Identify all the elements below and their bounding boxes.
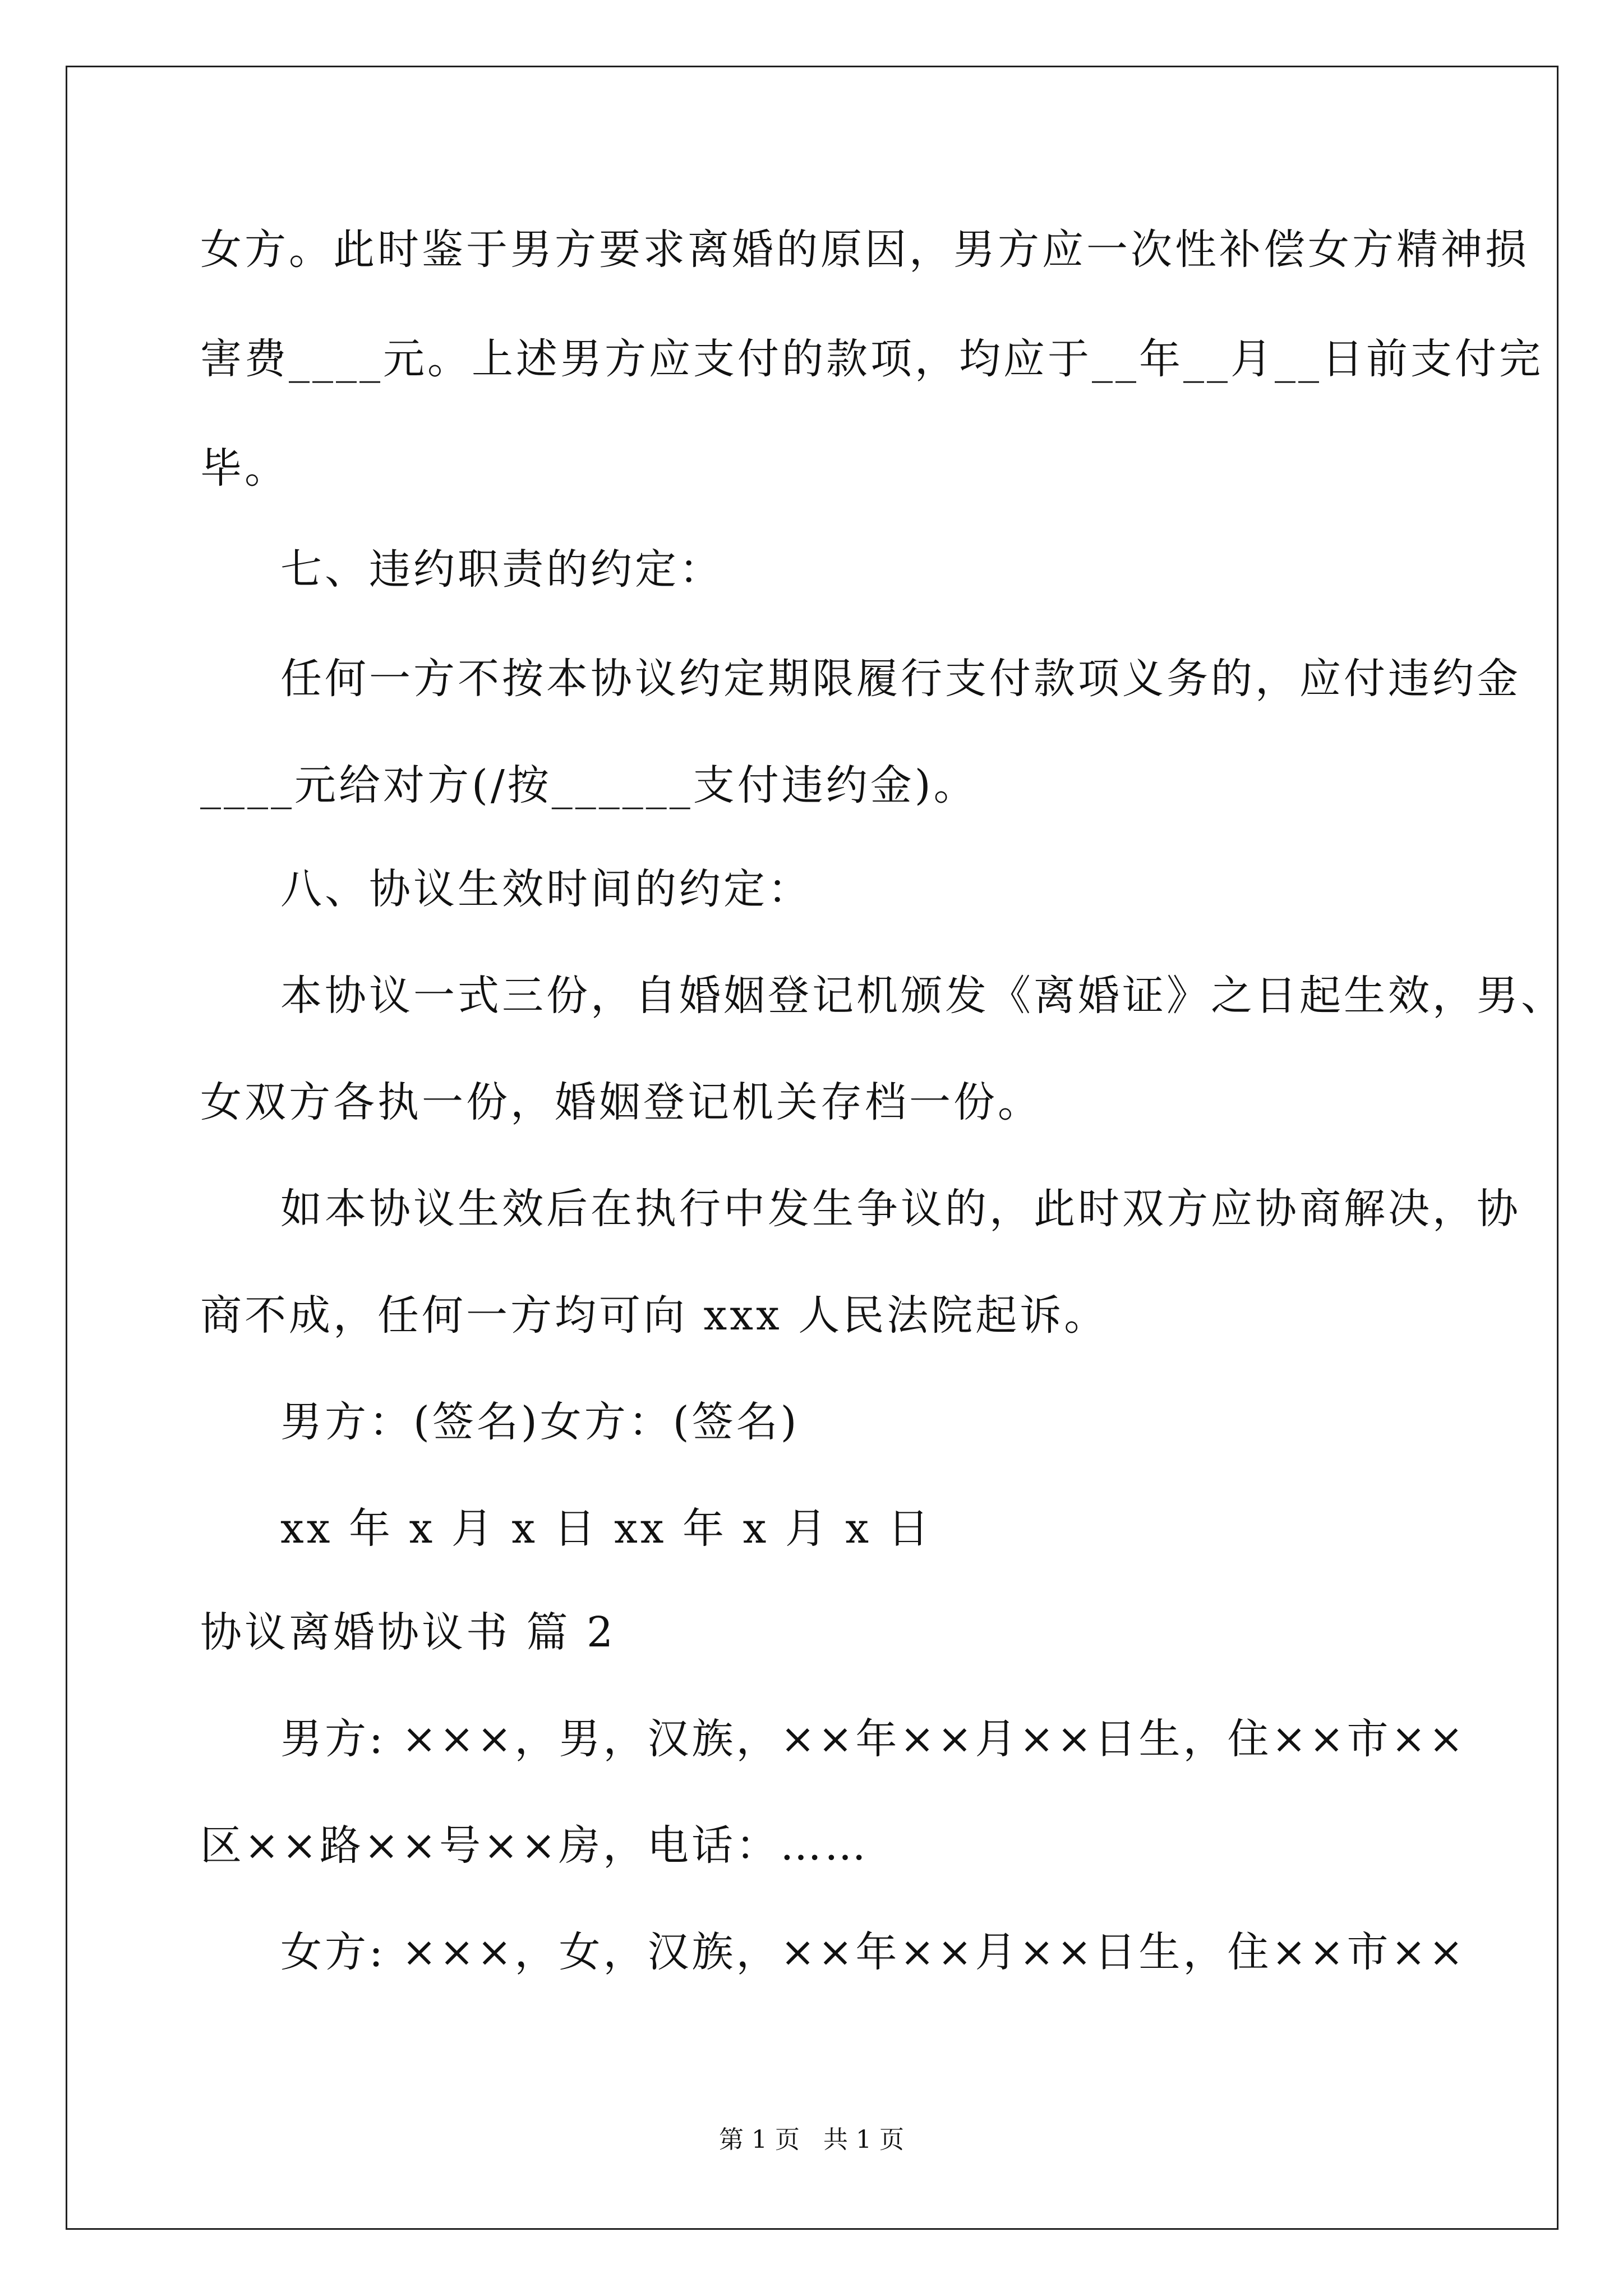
- body-line-11: 商不成，任何一方均可向 xxx 人民法院起诉。: [200, 1291, 1109, 1340]
- body-line-1: 女方。此时鉴于男方要求离婚的原因，男方应一次性补偿女方精神损: [200, 226, 1529, 274]
- section-title-part-2: 协议离婚协议书 篇 2: [200, 1608, 616, 1657]
- date-line: xx 年 x 月 x 日 xx 年 x 月 x 日: [280, 1504, 932, 1553]
- body-line-2: 害费____元。上述男方应支付的款项，均应于__年__月__日前支付完: [200, 335, 1543, 383]
- page-footer: 第 1 页 共 1 页: [719, 2125, 904, 2154]
- body-line-5: 任何一方不按本协议约定期限履行支付款项义务的，应付违约金: [280, 655, 1521, 703]
- body-line-3: 毕。: [200, 444, 289, 493]
- body-line-6: ____元给对方(/按______支付违约金)。: [200, 761, 978, 809]
- male-party-line-1: 男方: ×××，男，汉族，××年××月××日生，住××市××: [280, 1715, 1467, 1763]
- male-party-line-2: 区××路××号××房，电话：……: [200, 1821, 869, 1870]
- signature-line: 男方：(签名)女方：(签名): [280, 1398, 800, 1446]
- body-line-8: 本协议一式三份，自婚姻登记机颁发《离婚证》之日起生效，男、: [280, 972, 1565, 1020]
- body-line-10: 如本协议生效后在执行中发生争议的，此时双方应协商解决，协: [280, 1185, 1521, 1233]
- female-party-line-1: 女方: ×××，女，汉族，××年××月××日生，住××市××: [280, 1928, 1467, 1976]
- page-frame: [66, 66, 1559, 2230]
- section-heading-7: 七、违约职责的约定：: [280, 545, 723, 593]
- body-line-9: 女双方各执一份，婚姻登记机关存档一份。: [200, 1078, 1042, 1126]
- section-heading-8: 八、协议生效时间的约定：: [280, 865, 812, 913]
